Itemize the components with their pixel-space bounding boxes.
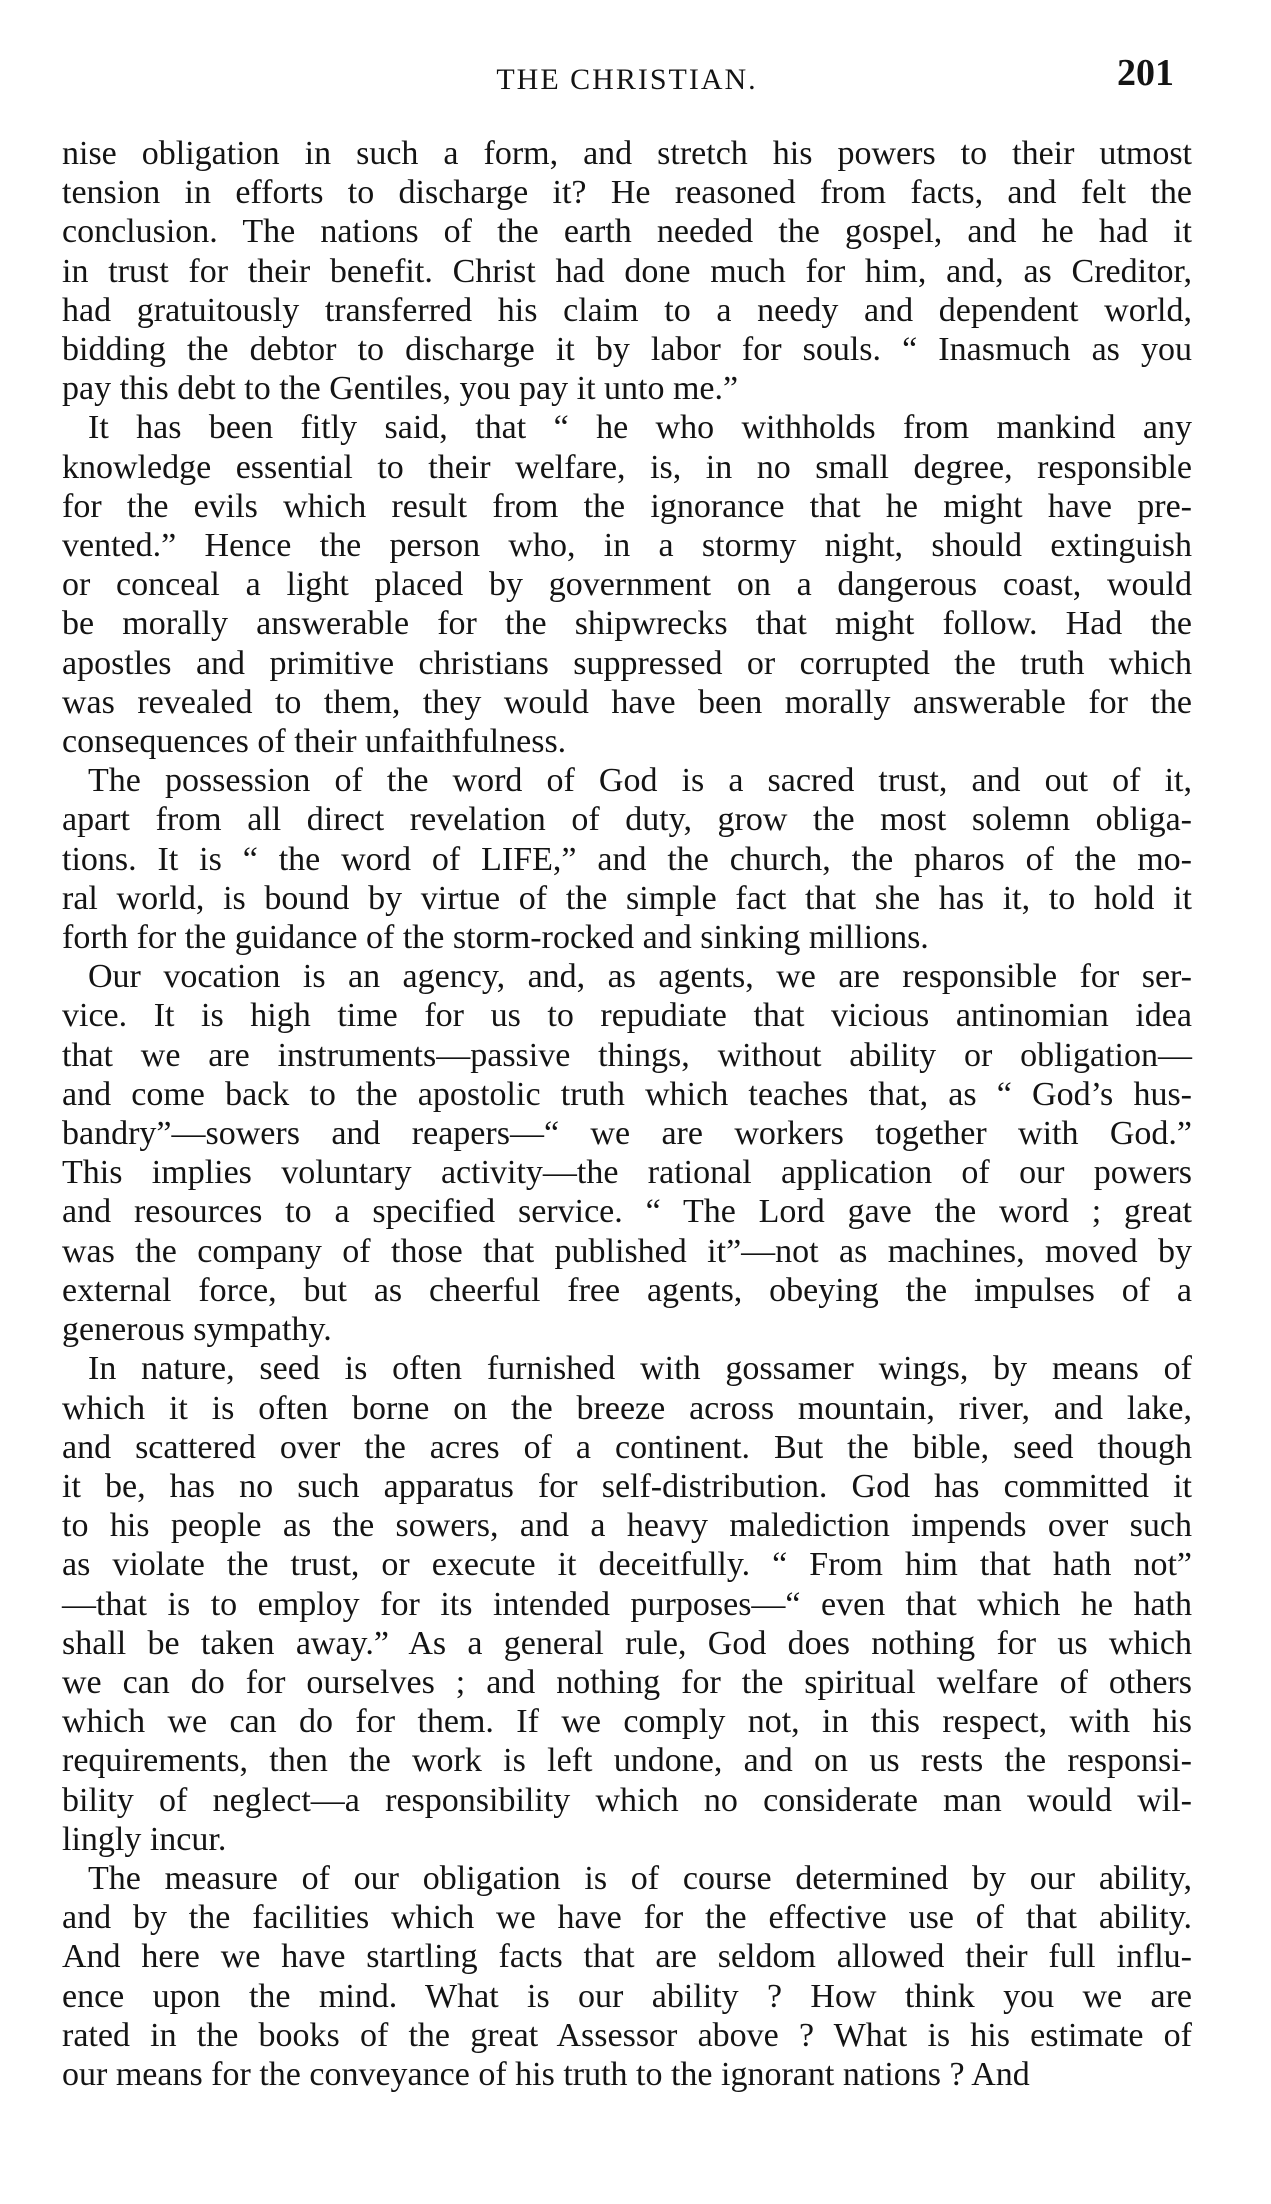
running-title: THE CHRISTIAN.: [496, 63, 758, 96]
text-line: was the company of those that published it”—not as machines, moved by: [62, 1232, 1192, 1270]
text-line: shall be taken away.” As a general rule, God does nothing for us which: [62, 1624, 1192, 1662]
text-line: was revealed to them, they would have been morally answerable for the: [62, 683, 1192, 721]
paragraph: [62, 1349, 1192, 1859]
text-line: or conceal a light placed by government on a dangerous coast, would: [62, 566, 1192, 604]
text-line: apart from all direct revelation of duty, grow the most solemn obliga-: [62, 801, 1192, 839]
text-line: In nature, seed is often furnished with gossamer wings, by means of: [88, 1350, 1192, 1388]
text-line: vented.” Hence the person who, in a stormy night, should extinguish: [62, 527, 1192, 565]
text-line: and scattered over the acres of a continent. But the bible, seed though: [62, 1428, 1192, 1466]
text-line: and by the facilities which we have for the effective use of that ability.: [62, 1899, 1192, 1937]
text-line: The measure of our obligation is of course determined by our ability,: [88, 1859, 1192, 1897]
text-line: consequences of their unfaithfulness.: [62, 723, 567, 761]
text-line: apostles and primitive christians suppressed or corrupted the truth which: [62, 644, 1192, 682]
running-head: [62, 52, 1192, 106]
text-line: Our vocation is an agency, and, as agents, we are responsible for ser-: [88, 958, 1192, 996]
text-line: our means for the conveyance of his truth to the ignorant nations ? And: [62, 2055, 1030, 2093]
text-line: and resources to a specified service. “ The Lord gave the word ; great: [62, 1193, 1192, 1231]
text-line: bility of neglect—a responsibility which no considerate man would wil-: [62, 1781, 1192, 1819]
text-line: lingly incur.: [62, 1820, 227, 1858]
paragraph: [62, 408, 1192, 761]
book-page: [62, 52, 1192, 2094]
text-line: in trust for their benefit. Christ had done much for him, and, as Creditor,: [62, 252, 1192, 290]
text-line: conclusion. The nations of the earth needed the gospel, and he had it: [62, 213, 1192, 251]
paragraph: [62, 957, 1192, 1349]
text-line: that we are instruments—passive things, without ability or obligation—: [62, 1036, 1192, 1074]
text-line: bidding the debtor to discharge it by labor for souls. “ Inasmuch as you: [62, 331, 1192, 369]
text-line: and come back to the apostolic truth which teaches that, as “ God’s hus-: [62, 1075, 1192, 1113]
text-line: be morally answerable for the shipwrecks that might follow. Had the: [62, 605, 1192, 643]
text-line: bandry”—sowers and reapers—“ we are workers together with God.”: [62, 1115, 1192, 1153]
paragraph: [62, 134, 1192, 408]
text-line: for the evils which result from the ignorance that he might have pre-: [62, 487, 1192, 525]
paragraph: [62, 1859, 1192, 2094]
paragraph: [62, 761, 1192, 957]
text-line: —that is to employ for its intended purposes—“ even that which he hath: [62, 1585, 1192, 1623]
text-line: tension in efforts to discharge it? He reasoned from facts, and felt the: [62, 174, 1192, 212]
text-line: ence upon the mind. What is our ability ? How think you we are: [62, 1977, 1192, 2015]
text-line: It has been fitly said, that “ he who withholds from mankind any: [88, 409, 1192, 447]
text-line: pay this debt to the Gentiles, you pay it unto me.”: [62, 370, 739, 408]
text-line: generous sympathy.: [62, 1311, 332, 1349]
text-line: it be, has no such apparatus for self-distribution. God has committed it: [62, 1467, 1192, 1505]
text-line: rated in the books of the great Assessor above ? What is his estimate of: [62, 2016, 1192, 2054]
body-text: [62, 134, 1192, 2094]
text-line: we can do for ourselves ; and nothing for the spiritual welfare of others: [62, 1663, 1192, 1701]
text-line: requirements, then the work is left undone, and on us rests the responsi-: [62, 1742, 1192, 1780]
text-line: external force, but as cheerful free agents, obeying the impulses of a: [62, 1271, 1192, 1309]
text-line: tions. It is “ the word of LIFE,” and the church, the pharos of the mo-: [62, 840, 1192, 878]
text-line: nise obligation in such a form, and stretch his powers to their utmost: [62, 135, 1192, 172]
text-line: to his people as the sowers, and a heavy malediction impends over such: [62, 1507, 1192, 1545]
text-line: as violate the trust, or execute it deceitfully. “ From him that hath not”: [62, 1546, 1192, 1584]
text-line: which we can do for them. If we comply not, in this respect, with his: [62, 1703, 1192, 1741]
text-line: This implies voluntary activity—the rational application of our powers: [62, 1154, 1192, 1192]
page-number: 201: [1117, 52, 1174, 94]
text-line: ral world, is bound by virtue of the simple fact that she has it, to hold it: [62, 879, 1192, 917]
text-line: vice. It is high time for us to repudiate that vicious antinomian idea: [62, 997, 1192, 1035]
text-line: And here we have startling facts that are seldom allowed their full influ-: [62, 1938, 1192, 1976]
text-line: knowledge essential to their welfare, is, in no small degree, responsible: [62, 448, 1192, 486]
text-line: had gratuitously transferred his claim to a needy and dependent world,: [62, 291, 1192, 329]
text-line: forth for the guidance of the storm-rocked and sinking millions.: [62, 919, 929, 957]
text-line: The possession of the word of God is a sacred trust, and out of it,: [88, 762, 1192, 800]
text-line: which it is often borne on the breeze across mountain, river, and lake,: [62, 1389, 1192, 1427]
